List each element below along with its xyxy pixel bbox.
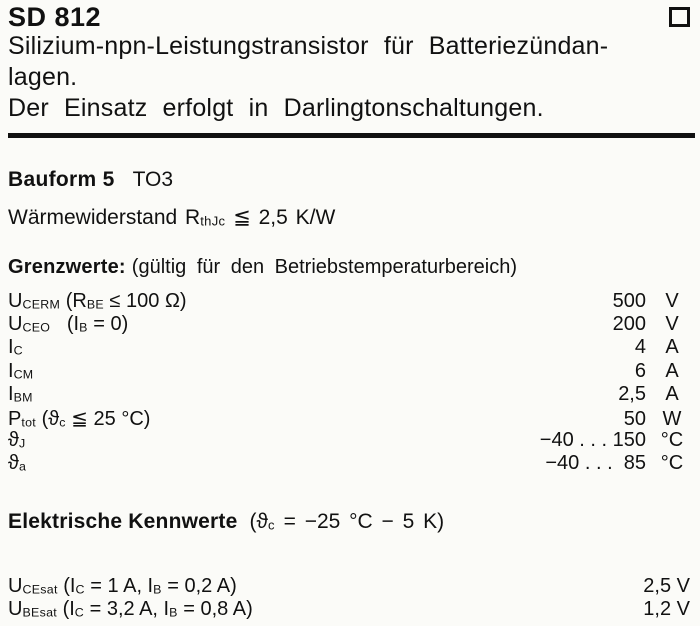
electrical-section-heading bbox=[8, 510, 444, 534]
parameter-value: 1,2 V bbox=[643, 598, 690, 621]
electrical-title: Elektrische Kennwerte bbox=[8, 510, 238, 533]
table-row bbox=[8, 290, 698, 313]
electrical-table bbox=[8, 575, 690, 621]
parameter-symbol: $U_{BEsat}$ ($I_C = 3,2$ A, $I_B = 0,8$ A) bbox=[8, 598, 253, 621]
electrical-condition: ($ϑ_c = -25$ °C − 5 K) bbox=[249, 510, 445, 533]
description-line: Der Einsatz erfolgt in Darlingtonschaltungen. bbox=[8, 94, 544, 122]
parameter-value: −40 . . . 85 bbox=[545, 452, 646, 475]
limits-table bbox=[8, 290, 698, 476]
device-description bbox=[8, 31, 698, 124]
parameter-value: 200 bbox=[612, 313, 646, 336]
parameter-unit: °C bbox=[660, 452, 684, 475]
table-row bbox=[8, 336, 698, 359]
parameter-unit: A bbox=[665, 359, 679, 382]
parameter-unit: A bbox=[665, 336, 679, 359]
table-row bbox=[8, 598, 690, 621]
description-line: lagen. bbox=[8, 63, 78, 91]
description-line: Silizium-npn-Leistungstransistor für Batteriezündan- bbox=[8, 32, 609, 60]
parameter-unit: V bbox=[665, 313, 679, 336]
parameter-symbol: $I_{BM}$ bbox=[8, 382, 33, 405]
parameter-symbol: $ϑ_a$ bbox=[8, 452, 27, 475]
limits-note: (gültig für den Betriebstemperaturbereich) bbox=[131, 256, 517, 278]
parameter-unit: W bbox=[662, 407, 682, 430]
table-row bbox=[8, 406, 698, 429]
package-label: Bauform 5 bbox=[8, 168, 115, 191]
parameter-symbol: $I_C$ bbox=[8, 336, 23, 359]
parameter-unit: A bbox=[665, 382, 679, 405]
table-row bbox=[8, 383, 698, 406]
parameter-symbol: $I_{CM}$ bbox=[8, 359, 34, 382]
parameter-value: 50 bbox=[623, 407, 646, 430]
parameter-symbol: $ϑ_J$ bbox=[8, 429, 26, 452]
square-outline-icon bbox=[669, 7, 690, 27]
package-line bbox=[8, 168, 173, 192]
parameter-value: −40 . . . 150 bbox=[539, 429, 646, 452]
parameter-unit: °C bbox=[660, 429, 684, 452]
table-row bbox=[8, 452, 698, 475]
table-row bbox=[8, 575, 690, 598]
table-row bbox=[8, 313, 698, 336]
table-row bbox=[8, 360, 698, 383]
parameter-value: 500 bbox=[612, 290, 646, 312]
part-number: SD 812 bbox=[8, 2, 102, 32]
package-value: TO3 bbox=[132, 168, 174, 191]
parameter-unit: V bbox=[665, 290, 679, 312]
table-row bbox=[8, 429, 698, 452]
parameter-value: 6 bbox=[634, 359, 646, 382]
limits-section-heading bbox=[8, 256, 517, 279]
parameter-value: 2,5 bbox=[618, 382, 646, 405]
parameter-symbol: $U_{CERM}$ ($R_{BE} \le 100$ Ω) bbox=[8, 290, 187, 312]
thermal-resistance-line: Wärmewiderstand $R_{thJc}$ ≦ 2,5 K/W bbox=[8, 206, 336, 229]
horizontal-rule bbox=[8, 133, 695, 138]
parameter-value: 4 bbox=[634, 336, 646, 359]
parameter-symbol: $P_{tot}$ ($ϑ_c$ ≦ 25 °C) bbox=[8, 407, 151, 430]
parameter-value: 2,5 V bbox=[643, 575, 690, 597]
limits-title: Grenzwerte: bbox=[8, 256, 126, 278]
parameter-symbol: $U_{CEsat}$ ($I_C = 1$ A, $I_B = 0,2$ A) bbox=[8, 575, 237, 597]
parameter-symbol: $U_{CEO}$ $(I_B = 0)$ bbox=[8, 313, 129, 336]
